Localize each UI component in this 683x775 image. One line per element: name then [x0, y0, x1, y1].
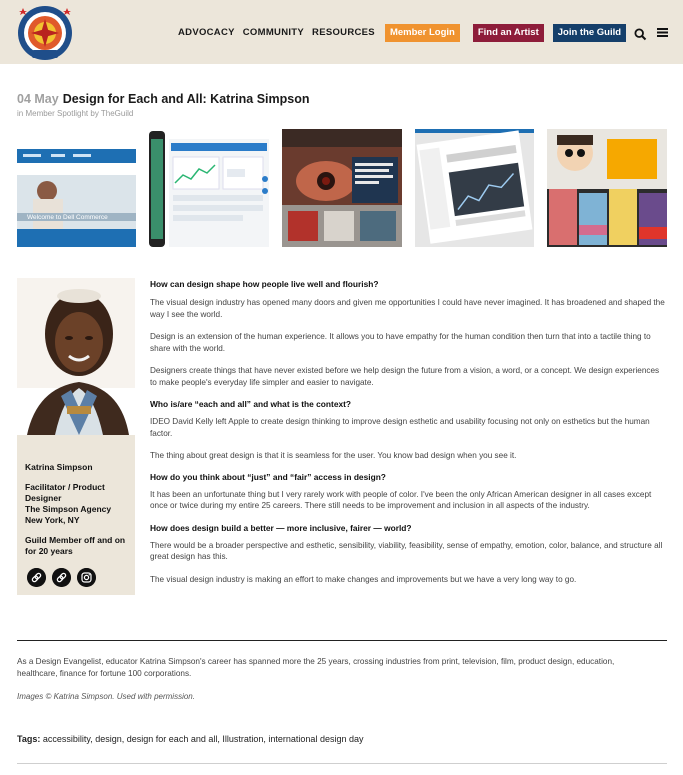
member-login-button[interactable]: Member Login: [385, 24, 460, 42]
paragraph: The thing about great design is that it is seamless for the user. You know bad design when you see it.: [150, 451, 517, 460]
post-title-text[interactable]: Design for Each and All: Katrina Simpson: [62, 92, 310, 106]
member-photo: [17, 278, 135, 435]
image-credit: Images © Katrina Simpson. Used with permission.: [17, 692, 195, 701]
member-role: Facilitator / Product Designer: [25, 482, 105, 503]
link-icon[interactable]: [27, 568, 46, 587]
find-artist-button[interactable]: Find an Artist: [473, 24, 544, 42]
tag-link[interactable]: design: [95, 734, 122, 744]
menu-icon[interactable]: [657, 27, 668, 38]
article-body: [150, 279, 666, 585]
gallery-image-3[interactable]: [282, 129, 402, 247]
paragraph: Designers create things that have never existed before we help design the future from a vision, a word, or a concept. We design experiences to make people's everyday life simpler and easier to navigate.: [150, 366, 660, 387]
tag-link[interactable]: international design day: [268, 734, 364, 744]
paragraph: The visual design industry is making an effort to make changes and improvements but we have a very long way to go.: [150, 574, 577, 584]
member-company: The Simpson Agency: [25, 504, 112, 514]
tag-link[interactable]: Illustration: [222, 734, 264, 744]
paragraph: The visual design industry has opened many doors and given me opportunities I could have never imagined. It has broadened and shaped the way I see the world.: [150, 298, 665, 319]
link-icon[interactable]: [52, 568, 71, 587]
gallery-image-1[interactable]: [17, 129, 136, 247]
bottom-divider: [17, 763, 667, 764]
nav-community[interactable]: COMMUNITY: [242, 27, 305, 38]
gallery-image-1-caption: Welcome to Dell Commerce: [27, 214, 108, 221]
main-nav: [178, 24, 632, 42]
question-heading: How can design shape how people live well and flourish?: [150, 279, 379, 289]
site-header: [0, 0, 683, 64]
paragraph: Design is an extension of the human experience. It allows you to have empathy for the human condition then turn that into a tactile thing to share with the world.: [150, 332, 651, 353]
member-tenure: Guild Member off and on for 20 years: [25, 535, 126, 556]
nav-resources[interactable]: RESOURCES: [312, 27, 375, 38]
paragraph: There would be a broader perspective and esthetic, sensibility, viability, feasibility, sense of empathy, emotion, color, balance, and structure all great design has this.: [150, 540, 663, 561]
tags-label: Tags:: [17, 734, 41, 744]
member-details: [25, 482, 133, 526]
paragraph: IDEO David Kelly left Apple to create design thinking to improve design esthetic and usability focusing not only on esthetics but the human factor.: [150, 417, 650, 438]
nav-advocacy[interactable]: ADVOCACY: [178, 27, 235, 38]
question-heading: Who is/are “each and all” and what is the context?: [150, 399, 352, 409]
member-name: Katrina Simpson: [25, 462, 93, 472]
instagram-icon[interactable]: [77, 568, 96, 587]
gallery-image-2[interactable]: [149, 129, 269, 247]
tag-link[interactable]: accessibility: [42, 734, 91, 744]
author-bio: As a Design Evangelist, educator Katrina Simpson's career has spanned more the 25 years, crossing industries from print, television, film, product design, education, healthcare, finance for fortune 100 corporations.: [17, 657, 615, 678]
join-guild-button[interactable]: Join the Guild: [553, 24, 626, 42]
post-tags: Tags: accessibility, design, design for each and all, Illustration, international design day: [17, 734, 364, 744]
section-divider: [17, 640, 667, 641]
gallery-image-5[interactable]: [547, 129, 667, 247]
paragraph: It has been an unfortunate thing but I very rarely work with people of color. I've been the only African American designer in all cases except once or twice during my entire 25 careers. There still needs to be improvement and inclusion in all aspects of the industry.: [150, 489, 652, 510]
tag-link[interactable]: design for each and all: [126, 734, 218, 744]
post-meta: in Member Spotlight by TheGuild: [17, 109, 134, 118]
gallery-image-4[interactable]: [415, 129, 534, 247]
question-heading: How do you think about “just” and “fair” access in design?: [150, 471, 386, 482]
guild-logo-icon[interactable]: [14, 4, 76, 62]
post-date: 04 May: [17, 92, 59, 106]
post-title: [17, 92, 310, 106]
question-heading: How does design build a better — more inclusive, fairer — world?: [150, 522, 412, 533]
member-profile-card: [17, 278, 135, 595]
search-icon[interactable]: [634, 28, 647, 41]
member-location: New York, NY: [25, 515, 80, 525]
